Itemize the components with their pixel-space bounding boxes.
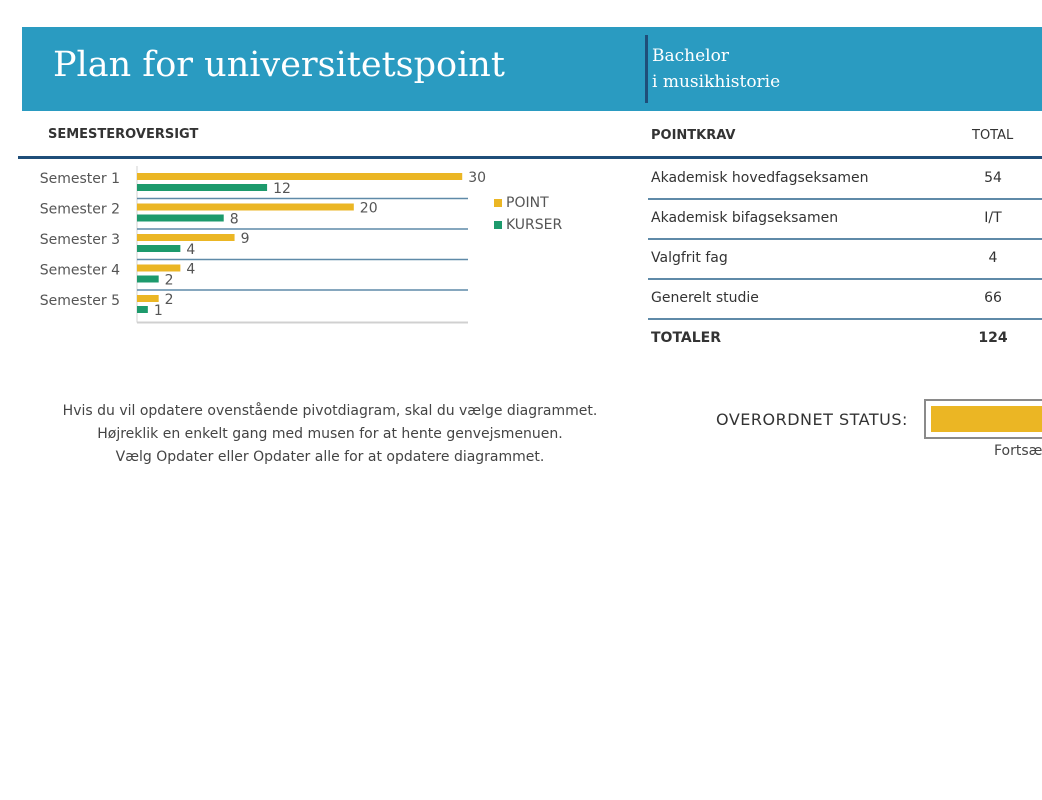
requirement-label: Generelt studie	[651, 290, 759, 306]
total-column-heading: TOTAL	[972, 128, 1014, 143]
degree-line-2: i musikhistorie	[652, 72, 781, 92]
bar-kurser[interactable]	[137, 276, 159, 283]
data-label: 30	[468, 170, 487, 186]
category-label: Semester 4	[39, 262, 120, 279]
requirement-total: 66	[984, 290, 1002, 306]
header-divider	[645, 35, 648, 103]
data-label: 20	[359, 200, 378, 217]
data-label: 12	[273, 181, 291, 197]
bar-kurser[interactable]	[137, 306, 148, 313]
category-label: Semester 3	[39, 232, 120, 248]
bar-point[interactable]	[137, 234, 235, 241]
category-label: Semester 5	[39, 293, 120, 309]
bar-kurser[interactable]	[137, 215, 224, 222]
totals-label: TOTALER	[651, 330, 722, 346]
help-text	[30, 400, 630, 469]
legend-label-kurser: KURSER	[506, 217, 563, 233]
legend-swatch-kurser	[494, 221, 502, 229]
status-indicator	[924, 399, 1042, 439]
bar-point[interactable]	[137, 295, 159, 302]
data-label: 8	[229, 211, 239, 228]
help-line-2: Højreklik en enkelt gang med musen for at hente genvejsmenuen.	[97, 426, 563, 442]
requirement-label: Akademisk bifagseksamen	[651, 210, 839, 226]
legend-label-point: POINT	[506, 195, 549, 211]
help-line-1: Hvis du vil opdatere ovenstående pivotdiagram, skal du vælge diagrammet.	[62, 403, 598, 419]
legend-swatch-point	[494, 199, 502, 207]
bar-point[interactable]	[137, 265, 180, 272]
requirements-table	[648, 160, 1042, 358]
data-label: 4	[186, 242, 196, 258]
data-label: 9	[240, 231, 250, 247]
degree-label	[652, 43, 780, 95]
status-bar-fill	[931, 406, 1042, 432]
totals-value: 124	[978, 330, 1008, 346]
degree-line-1: Bachelor	[652, 46, 729, 66]
legend-item-kurser	[494, 214, 562, 236]
requirement-label: Valgfrit fag	[651, 250, 728, 266]
status-caption: Fortsæ	[994, 443, 1042, 459]
bar-point[interactable]	[137, 204, 354, 211]
requirement-label: Akademisk hovedfagseksamen	[651, 170, 869, 186]
requirement-total: 54	[984, 170, 1002, 186]
table-row[interactable]	[648, 240, 1042, 280]
legend-item-point	[494, 192, 562, 214]
table-row[interactable]	[648, 280, 1042, 320]
bar-point[interactable]	[137, 173, 462, 180]
category-label: Semester 1	[39, 171, 120, 187]
category-label: Semester 2	[39, 201, 120, 218]
table-row[interactable]	[648, 160, 1042, 200]
bar-kurser[interactable]	[137, 184, 267, 191]
totals-row[interactable]	[648, 320, 1042, 358]
data-label: 2	[164, 272, 174, 289]
requirement-total: I/T	[984, 210, 1002, 226]
page-title: Plan for universitetspoint	[53, 45, 505, 85]
requirements-heading: POINTKRAV	[651, 128, 736, 143]
data-label: 2	[164, 292, 174, 308]
header-banner	[22, 27, 1042, 111]
table-row[interactable]	[648, 200, 1042, 240]
data-label: 1	[153, 303, 163, 319]
section-rule	[18, 156, 1042, 159]
status-label: OVERORDNET STATUS:	[716, 410, 908, 429]
requirement-total: 4	[988, 250, 998, 266]
semester-overview-heading: SEMESTEROVERSIGT	[48, 127, 199, 142]
help-line-3: Vælg Opdater eller Opdater alle for at opdatere diagrammet.	[115, 449, 545, 465]
semester-chart-svg[interactable]	[20, 162, 580, 332]
chart-legend	[494, 192, 562, 236]
data-label: 4	[186, 261, 196, 278]
semester-chart[interactable]	[20, 162, 580, 332]
bar-kurser[interactable]	[137, 245, 180, 252]
